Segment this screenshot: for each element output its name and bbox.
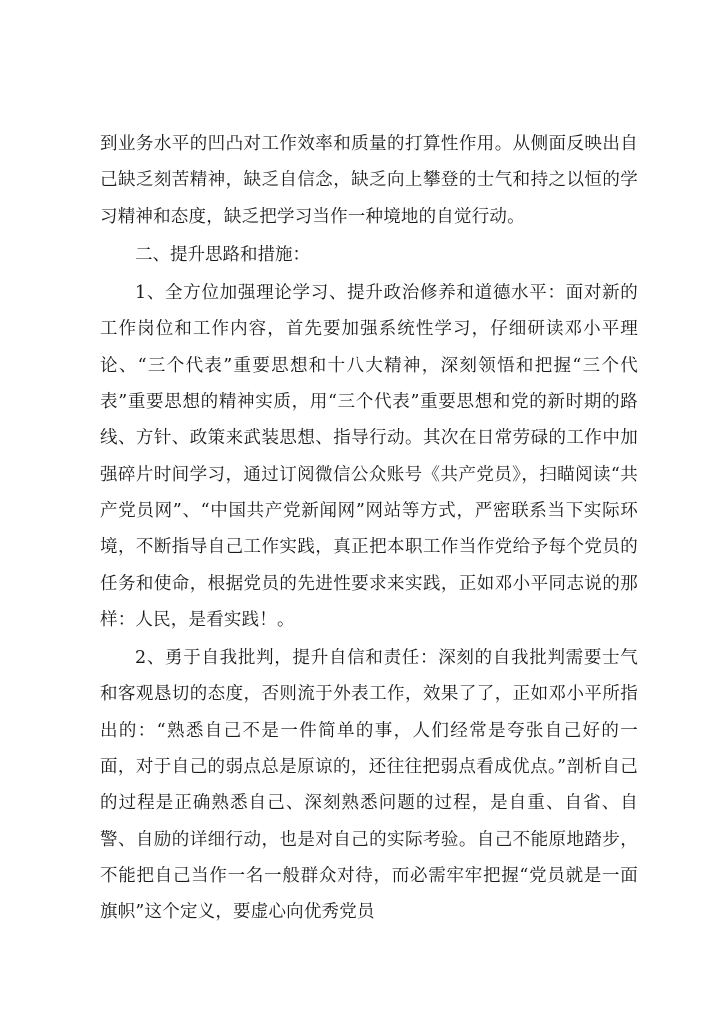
paragraph-intro-continuation: 到业务水平的凹凸对工作效率和质量的打算性作用。从侧面反映出自己缺乏刻苦精神，缺乏自信念，缺乏向上攀登的士气和持之以恒的学习精神和态度，缺乏把学习当作一种境地的自觉行动。 xyxy=(100,134,638,227)
section-heading: 二、提升思路和措施： xyxy=(135,244,310,265)
paragraph-point-two: 2、勇于自我批判，提升自信和责任：深刻的自我批判需要士气和客观恳切的态度，否则流于外表工作，效果了了，正如邓小平所指出的：“熟悉自己不是一件简单的事，人们经常是夸张自己好的一面，对于自己的弱点总是原谅的，还往往把弱点看成优点。”剖析自己的过程是正确熟悉自己、深刻熟悉问题的过程，是自重、自省、自警、自励的详细行动，也是对自己的实际考验。自己不能原地踏步，不能把自己当作一名一般群众对待，而必需牢牢把握“党员就是一面旗帜”这个定义，要虚心向优秀党员 xyxy=(100,648,638,923)
document-body xyxy=(100,126,638,931)
paragraph-point-one: 1、全方位加强理论学习、提升政治修养和道德水平：面对新的工作岗位和工作内容，首先要加强系统性学习，仔细研读邓小平理论、“三个代表”重要思想和十八大精神，深刻领悟和把握“三个代表”重要思想的精神实质，用“三个代表”重要思想和党的新时期的路线、方针、政策来武装思想、指导行动。其次在日常劳碌的工作中加强碎片时间学习，通过订阅微信公众账号《共产党员》，扫瞄阅读“共产党员网”、“中国共产党新闻网”网站等方式，严密联系当下实际环境，不断指导自己工作实践，真正把本职工作当作党给予每个党员的任务和使命，根据党员的先进性要求来实践，正如邓小平同志说的那样：人民，是看实践！。 xyxy=(100,283,638,630)
